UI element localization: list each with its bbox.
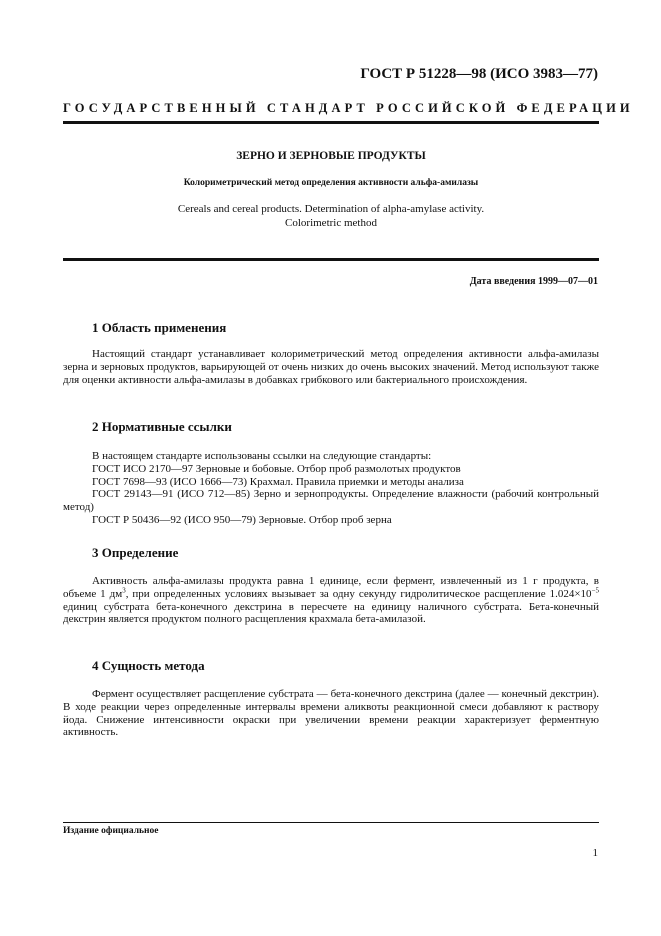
section-3-heading: 3 Определение xyxy=(92,545,179,560)
definition-paragraph: Активность альфа-амилазы продукта равна 1 единице, если фермент, извлеченный из 1 г продукта, в объеме 1 $дм^3$, при определенных условиях вызывает за одну секунду гидролитическое расщепление $1.024\times 10^{-5}$ единиц субстрата бета-конечного декстрина в пересчете на единицу наличного субстрата. Бета-конечный декстрин является продуктом полного расщепления крахмала бета-амилазой. xyxy=(63,575,600,626)
references-list xyxy=(63,450,599,527)
reference-item: ГОСТ ИСО 2170—97 Зерновые и бобовые. Отбор проб размолотых продуктов xyxy=(92,462,461,475)
reference-item: ГОСТ 29143—91 (ИСО 712—85) Зерно и зернопродукты. Определение влажности (рабочий контрольный метод) xyxy=(63,488,599,514)
section-2-heading: 2 Нормативные ссылки xyxy=(92,419,232,434)
section-4-body xyxy=(63,688,599,739)
introduction-date: Дата введения 1999—07—01 xyxy=(469,276,598,287)
header-rule xyxy=(63,121,599,124)
references-intro: В настоящем стандарте использованы ссылки на следующие стандарты: xyxy=(92,450,432,462)
english-title-line-1: Cereals and cereal products. Determination of alpha-amylase activity. xyxy=(177,203,485,215)
section-1-paragraph: Настоящий стандарт устанавливает колориметрический метод определения активности альфа-амилазы зерна и зерновых продуктов, варьирующей от очень низких до очень высоких значений. Метод используют также для оценки активности альфа-амилазы в добавках грибкового или бактериального происхождения. xyxy=(63,348,599,386)
reference-item: ГОСТ 7698—93 (ИСО 1666—73) Крахмал. Правила приемки и методы анализа xyxy=(92,475,464,488)
footer-rule xyxy=(63,822,599,823)
section-4-heading: 4 Сущность метода xyxy=(92,658,205,673)
document-subtitle: Колориметрический метод определения активности альфа-амилазы xyxy=(183,178,479,188)
organization-name: ГОСУДАРСТВЕННЫЙ СТАНДАРТ РОССИЙСКОЙ ФЕДЕРАЦИИ xyxy=(63,101,634,115)
page-number: 1 xyxy=(592,847,598,859)
reference-item: ГОСТ Р 50436—92 (ИСО 950—79) Зерновые. Отбор проб зерна xyxy=(92,513,392,526)
document-title: ЗЕРНО И ЗЕРНОВЫЕ ПРОДУКТЫ xyxy=(236,150,426,162)
official-edition-note: Издание официальное xyxy=(63,826,159,836)
english-title-line-2: Colorimetric method xyxy=(285,217,377,229)
method-paragraph: Фермент осуществляет расщепление субстрата — бета-конечного декстрина (далее — конечный декстрин). В ходе реакции через определенные интервалы времени аликвоты реакционной смеси добавляют к раствору йода. Снижение интенсивности окраски при увеличении времени реакции характеризует ферментную активность. xyxy=(63,688,599,739)
section-1-body xyxy=(63,348,599,386)
section-1-heading: 1 Область применения xyxy=(92,320,227,335)
english-title xyxy=(63,202,599,230)
section-3-body xyxy=(63,575,599,626)
document-code: ГОСТ Р 51228—98 (ИСО 3983—77) xyxy=(360,66,598,82)
title-rule xyxy=(63,258,599,261)
